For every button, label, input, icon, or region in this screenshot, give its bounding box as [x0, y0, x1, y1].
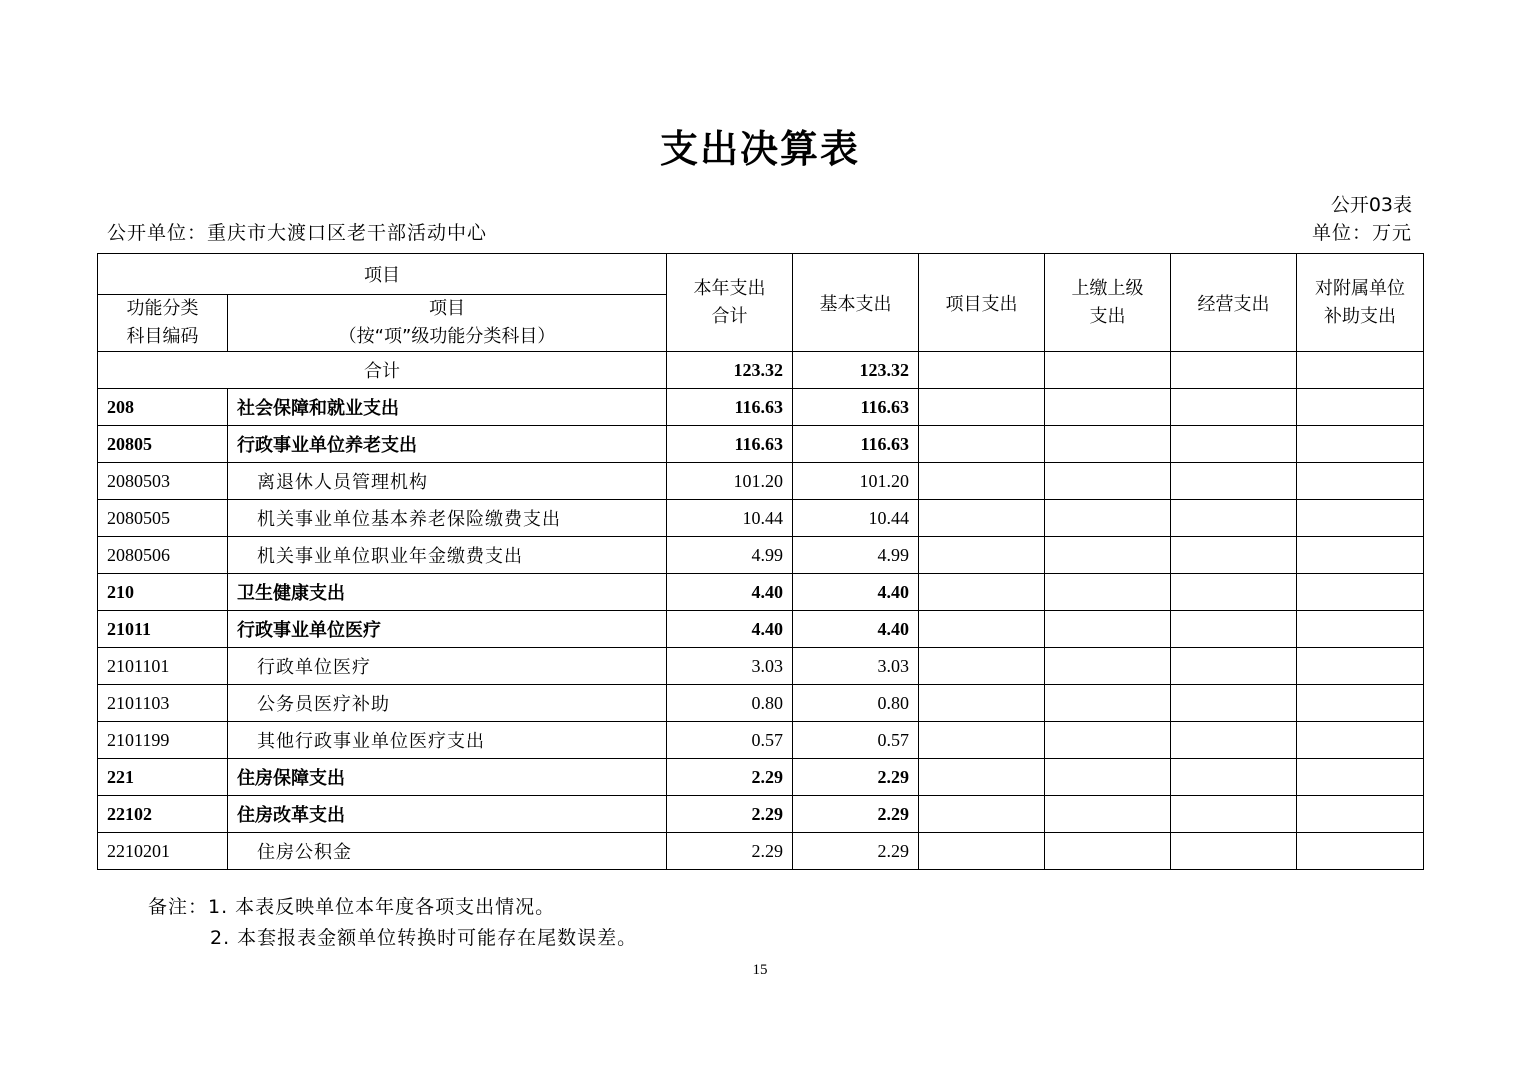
- row-total: 0.80: [667, 685, 793, 722]
- row-basic: 116.63: [793, 426, 919, 463]
- table-row: [98, 574, 1424, 611]
- table-row: [98, 759, 1424, 796]
- row-total: 101.20: [667, 463, 793, 500]
- unit-info-row: [107, 218, 1412, 246]
- header-total-line2: 合计: [711, 305, 748, 327]
- table-row: [98, 685, 1424, 722]
- row-code: 20805: [98, 426, 228, 463]
- row-code: 2101199: [98, 722, 228, 759]
- row-basic: 4.40: [793, 611, 919, 648]
- notes: [148, 892, 637, 954]
- row-name: 社会保障和就业支出: [228, 389, 667, 426]
- row-code: 2080505: [98, 500, 228, 537]
- note-line-1: 备注：1. 本表反映单位本年度各项支出情况。: [148, 896, 556, 918]
- header-item-name: [228, 295, 667, 352]
- row-total: 0.57: [667, 722, 793, 759]
- header-func-code: [98, 295, 228, 352]
- header-func-code-line2: 科目编码: [126, 326, 199, 347]
- row-name: 住房改革支出: [228, 796, 667, 833]
- row-code: 2101101: [98, 648, 228, 685]
- row-basic: 101.20: [793, 463, 919, 500]
- row-total: 4.40: [667, 574, 793, 611]
- row-code: 2101103: [98, 685, 228, 722]
- header-item: 项目: [98, 254, 667, 295]
- row-basic: 4.40: [793, 574, 919, 611]
- page-title: 支出决算表: [659, 127, 860, 171]
- table-row: [98, 389, 1424, 426]
- row-total: 4.40: [667, 611, 793, 648]
- header-item-name-line1: 项目: [429, 298, 465, 319]
- row-total: 2.29: [667, 759, 793, 796]
- header-func-code-line1: 功能分类: [126, 298, 199, 319]
- header-subsidy-line2: 补助支出: [1324, 305, 1396, 327]
- row-basic: 4.99: [793, 537, 919, 574]
- row-basic: 2.29: [793, 833, 919, 870]
- row-total: 116.63: [667, 426, 793, 463]
- total-basic: 123.32: [793, 352, 919, 389]
- total-value: 123.32: [667, 352, 793, 389]
- row-code: 21011: [98, 611, 228, 648]
- row-basic: 0.57: [793, 722, 919, 759]
- header-subsidy: [1297, 254, 1424, 352]
- currency-unit: 单位：万元: [1311, 222, 1412, 244]
- row-code: 22102: [98, 796, 228, 833]
- header-total: [667, 254, 793, 352]
- row-code: 2210201: [98, 833, 228, 870]
- table-row: [98, 796, 1424, 833]
- expenditure-table: [97, 253, 1424, 870]
- row-total: 10.44: [667, 500, 793, 537]
- row-basic: 2.29: [793, 759, 919, 796]
- table-row: [98, 537, 1424, 574]
- row-code: 221: [98, 759, 228, 796]
- row-code: 2080506: [98, 537, 228, 574]
- row-basic: 0.80: [793, 685, 919, 722]
- row-total: 116.63: [667, 389, 793, 426]
- table-row: [98, 611, 1424, 648]
- row-name: 住房公积金: [228, 833, 667, 870]
- row-total: 4.99: [667, 537, 793, 574]
- table-row: [98, 463, 1424, 500]
- header-subsidy-line1: 对附属单位: [1315, 277, 1405, 299]
- reporting-unit: 公开单位：重庆市大渡口区老干部活动中心: [107, 222, 488, 244]
- row-total: 2.29: [667, 833, 793, 870]
- table-row: [98, 648, 1424, 685]
- row-basic: 3.03: [793, 648, 919, 685]
- header-upper: [1045, 254, 1171, 352]
- row-code: 208: [98, 389, 228, 426]
- row-name: 机关事业单位职业年金缴费支出: [228, 537, 667, 574]
- header-total-line1: 本年支出: [693, 277, 766, 299]
- row-basic: 10.44: [793, 500, 919, 537]
- row-code: 210: [98, 574, 228, 611]
- row-name: 公务员医疗补助: [228, 685, 667, 722]
- header-upper-line1: 上缴上级: [1071, 277, 1144, 299]
- row-basic: 2.29: [793, 796, 919, 833]
- row-name: 机关事业单位基本养老保险缴费支出: [228, 500, 667, 537]
- row-name: 行政事业单位医疗: [228, 611, 667, 648]
- page-number: 15: [752, 962, 768, 978]
- table-row: [98, 833, 1424, 870]
- table-number: 公开03表: [1330, 194, 1412, 216]
- header-item-name-line2: （按“项”级功能分类科目）: [338, 326, 556, 347]
- row-name: 离退休人员管理机构: [228, 463, 667, 500]
- row-name: 行政事业单位养老支出: [228, 426, 667, 463]
- table-row: [98, 500, 1424, 537]
- total-label: 合计: [98, 352, 667, 389]
- row-total: 2.29: [667, 796, 793, 833]
- row-code: 2080503: [98, 463, 228, 500]
- row-total: 3.03: [667, 648, 793, 685]
- header-business: 经营支出: [1171, 254, 1297, 352]
- note-line-2: 2. 本套报表金额单位转换时可能存在尾数误差。: [210, 927, 638, 949]
- row-name: 行政单位医疗: [228, 648, 667, 685]
- header-project: 项目支出: [919, 254, 1045, 352]
- row-name: 住房保障支出: [228, 759, 667, 796]
- table-row: [98, 722, 1424, 759]
- row-name: 其他行政事业单位医疗支出: [228, 722, 667, 759]
- header-basic: 基本支出: [793, 254, 919, 352]
- total-row: [98, 352, 1424, 389]
- row-basic: 116.63: [793, 389, 919, 426]
- table-row: [98, 426, 1424, 463]
- row-name: 卫生健康支出: [228, 574, 667, 611]
- header-upper-line2: 支出: [1089, 305, 1126, 327]
